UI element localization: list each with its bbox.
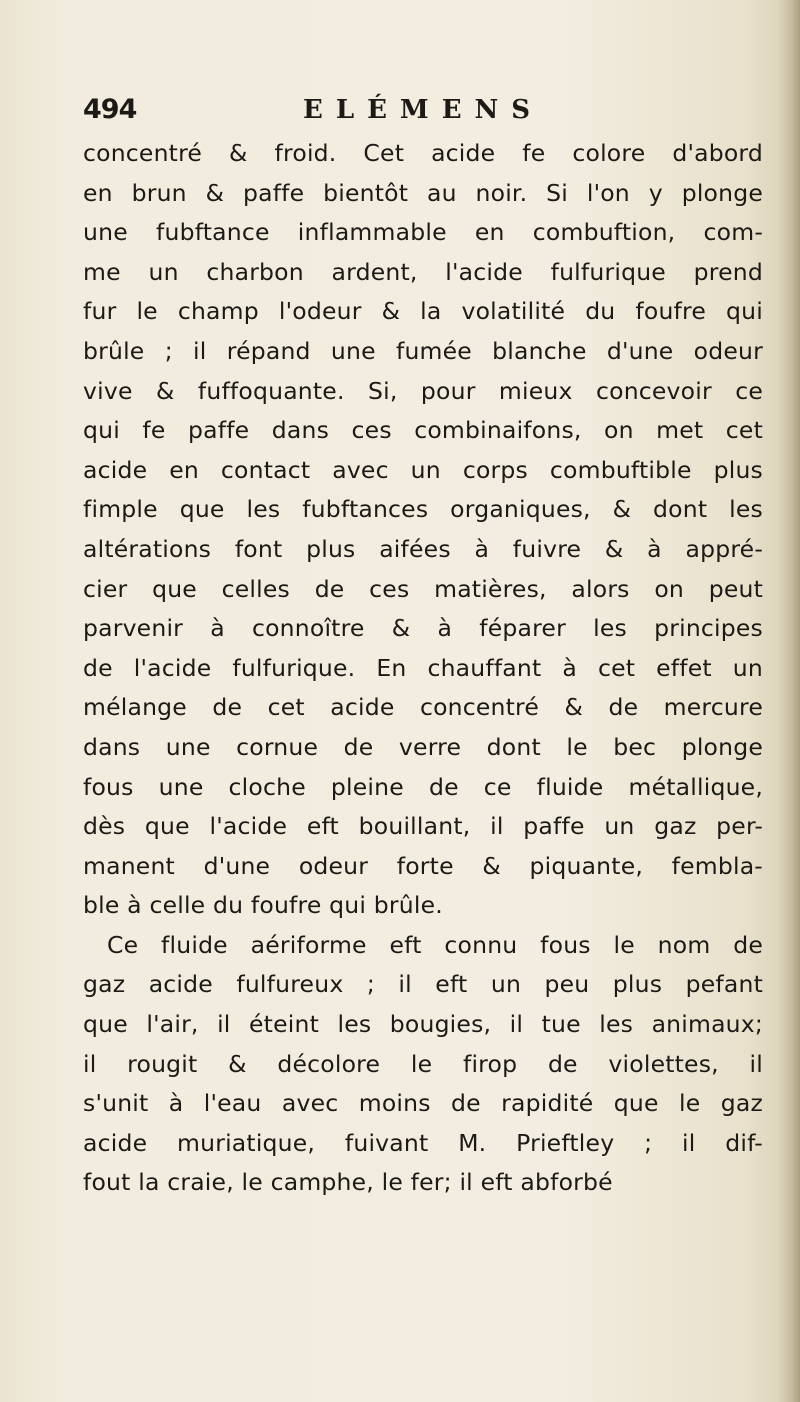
- body-text: [83, 134, 763, 1203]
- text-line: gaz acide fulfureux ; il eft un peu plus pefant: [83, 970, 763, 999]
- text-line: cier que celles de ces matières, alors on peut: [83, 574, 763, 603]
- text-line: fout la craie, le camphe, le fer; il eft abforbé: [83, 1168, 613, 1197]
- text-line: acide en contact avec un corps combuftible plus: [83, 455, 763, 484]
- text-line: fur le champ l'odeur & la volatilité du foufre qui: [83, 297, 763, 326]
- text-line: concentré & froid. Cet acide fe colore d'abord: [83, 139, 763, 167]
- text-line: vive & fuffoquante. Si, pour mieux concevoir ce: [83, 376, 763, 405]
- text-line: me un charbon ardent, l'acide fulfurique prend: [83, 257, 763, 286]
- text-line: Ce fluide aériforme eft connu fous le nom de: [107, 930, 763, 959]
- text-line: brûle ; il répand une fumée blanche d'une odeur: [83, 336, 763, 365]
- text-line: qui fe paffe dans ces combinaifons, on met cet: [83, 416, 763, 445]
- page-number: 494: [83, 94, 137, 125]
- running-head: [83, 94, 723, 134]
- text-line: mélange de cet acide concentré & de mercure: [83, 693, 763, 722]
- text-line: fous une cloche pleine de ce fluide métallique,: [83, 772, 763, 801]
- text-line: parvenir à connoître & à féparer les principes: [83, 614, 763, 643]
- text-line: ble à celle du foufre qui brûle.: [83, 891, 443, 920]
- text-line: manent d'une odeur forte & piquante, fembla-: [83, 851, 763, 880]
- text-line: altérations font plus aifées à fuivre & à appré-: [83, 534, 763, 563]
- page-edge-shadow: [778, 0, 800, 1402]
- section-title: ELÉMENS: [303, 95, 544, 125]
- text-line: acide muriatique, fuivant M. Prieftley ; il dif-: [83, 1128, 763, 1157]
- text-line: il rougit & décolore le firop de violettes, il: [83, 1049, 763, 1078]
- text-line: de l'acide fulfurique. En chauffant à cet effet un: [83, 653, 763, 682]
- text-line: que l'air, il éteint les bougies, il tue les animaux;: [83, 1010, 763, 1039]
- text-line: en brun & paffe bientôt au noir. Si l'on y plonge: [83, 178, 763, 207]
- text-line: dès que l'acide eft bouillant, il paffe un gaz per-: [83, 812, 763, 841]
- text-line: fimple que les fubftances organiques, & dont les: [83, 495, 763, 524]
- text-line: s'unit à l'eau avec moins de rapidité que le gaz: [83, 1089, 763, 1118]
- text-line: dans une cornue de verre dont le bec plonge: [83, 732, 763, 761]
- text-line: une fubftance inflammable en combuftion, com-: [83, 218, 763, 247]
